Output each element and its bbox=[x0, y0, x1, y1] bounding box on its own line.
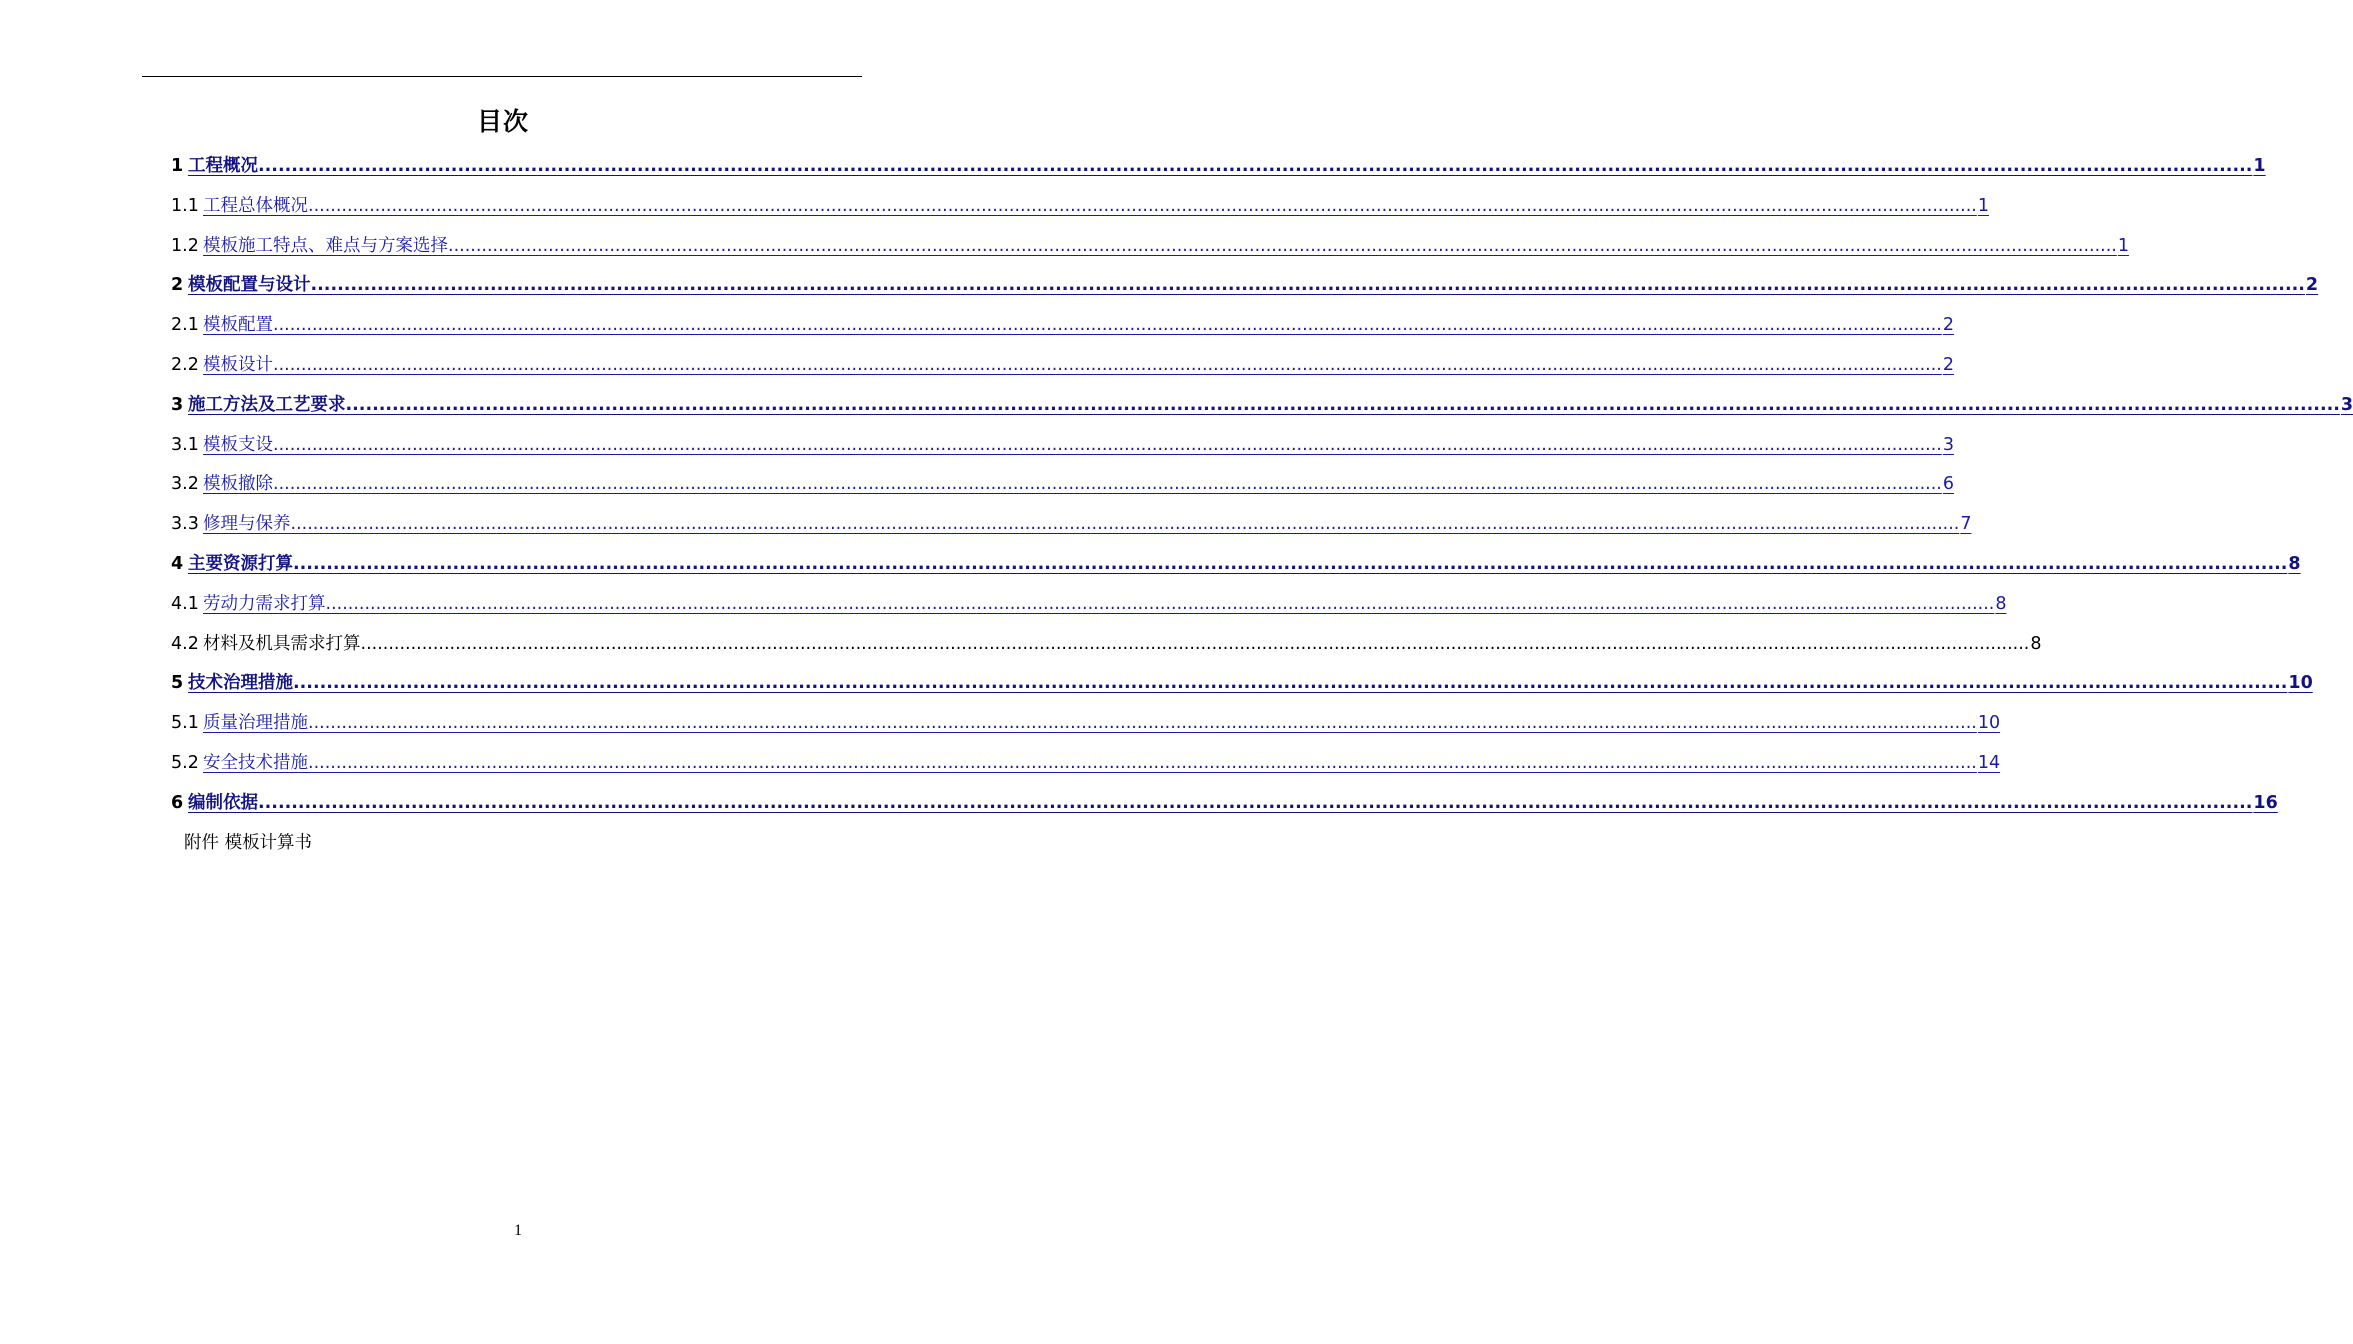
toc-entry-label: 工程概况 bbox=[188, 156, 258, 176]
toc-entry bbox=[171, 784, 2278, 824]
toc-entry-label: 施工方法及工艺要求 bbox=[188, 394, 346, 415]
toc-entry-page: 2 bbox=[1942, 315, 1954, 336]
toc-entry-label: 主要资源打算 bbox=[188, 553, 293, 574]
toc-leader-dots: ............................................................................................................................................................................................................................................................................................................ bbox=[273, 354, 1942, 375]
toc-entry bbox=[171, 585, 2007, 625]
toc-entry-page: 6 bbox=[1942, 474, 1954, 495]
toc-leader-dots: ............................................................................................................................................................................................................................................................................................................ bbox=[258, 156, 2253, 176]
toc-entry bbox=[171, 664, 2313, 704]
toc-entry-page: 7 bbox=[1960, 514, 1972, 535]
toc-entry-link[interactable] bbox=[203, 704, 2001, 744]
toc-entry bbox=[171, 625, 2042, 665]
toc-entry-link[interactable] bbox=[203, 585, 2007, 625]
toc-entry-number: 5.2 bbox=[171, 752, 199, 773]
toc-entry-page: 1 bbox=[2117, 235, 2129, 256]
toc-leader-dots: ............................................................................................................................................................................................................................................................................................................ bbox=[360, 633, 2030, 654]
toc-entry bbox=[171, 545, 2301, 585]
toc-entry-link[interactable] bbox=[203, 625, 2042, 665]
toc-entry-page: 3 bbox=[1942, 434, 1954, 455]
toc-entry-link[interactable] bbox=[188, 784, 2278, 824]
toc-entry bbox=[171, 187, 1989, 227]
toc-entry-label: 模板撤除 bbox=[203, 474, 273, 495]
toc-entry-link[interactable] bbox=[203, 744, 2001, 784]
toc-entry-link[interactable] bbox=[188, 545, 2301, 585]
toc-leader-dots: ............................................................................................................................................................................................................................................................................................................ bbox=[290, 514, 1960, 535]
toc-leader-dots: ............................................................................................................................................................................................................................................................................................................ bbox=[345, 394, 2340, 415]
toc-entry-label: 工程总体概况 bbox=[203, 195, 308, 216]
toc-entry-link[interactable] bbox=[203, 227, 2129, 267]
toc-entry-number: 1 bbox=[171, 156, 184, 176]
toc-leader-dots: ............................................................................................................................................................................................................................................................................................................ bbox=[293, 673, 2288, 694]
toc-leader-dots: ............................................................................................................................................................................................................................................................................................................ bbox=[310, 275, 2305, 296]
toc-entry-number: 3.2 bbox=[171, 474, 199, 495]
toc-leader-dots: ............................................................................................................................................................................................................................................................................................................ bbox=[258, 792, 2253, 813]
page-number: 1 bbox=[514, 1222, 522, 1239]
toc-entry-link[interactable] bbox=[188, 147, 2266, 187]
toc-entry-label: 模板配置 bbox=[203, 315, 273, 336]
toc-entry-page: 8 bbox=[2288, 553, 2301, 574]
toc-entry-page: 16 bbox=[2253, 792, 2278, 813]
toc-entry bbox=[171, 266, 2319, 306]
toc-entry-link[interactable] bbox=[203, 346, 1954, 386]
toc-entry-label: 编制依据 bbox=[188, 792, 258, 813]
toc-leader-dots: ............................................................................................................................................................................................................................................................................................................ bbox=[448, 235, 2117, 256]
toc-entry-number: 5.1 bbox=[171, 713, 199, 734]
toc-entry-number: 4 bbox=[171, 553, 184, 574]
toc-entry-label: 模板设计 bbox=[203, 354, 273, 375]
toc-entry bbox=[171, 346, 1954, 386]
appendix-line: 附件 模板计算书 bbox=[184, 833, 313, 853]
toc-entry-link[interactable] bbox=[188, 266, 2319, 306]
toc-leader-dots: ............................................................................................................................................................................................................................................................................................................ bbox=[293, 553, 2288, 574]
toc-entry bbox=[171, 306, 1954, 346]
toc-entry-page: 2 bbox=[1942, 354, 1954, 375]
toc-entry-page: 2 bbox=[2305, 275, 2319, 296]
toc-entry-number: 4.1 bbox=[171, 593, 199, 614]
toc-entry-number: 3.1 bbox=[171, 434, 199, 455]
toc-entry-page: 14 bbox=[1977, 752, 2001, 773]
toc-entry bbox=[171, 465, 1954, 505]
toc-entry-page: 8 bbox=[2030, 633, 2042, 654]
toc-entry-link[interactable] bbox=[188, 664, 2313, 704]
toc-entry-label: 模板施工特点、难点与方案选择 bbox=[203, 235, 448, 256]
table-of-contents bbox=[171, 147, 2353, 824]
toc-leader-dots: ............................................................................................................................................................................................................................................................................................................ bbox=[308, 713, 1977, 734]
header-rule bbox=[142, 76, 862, 77]
toc-entry-link[interactable] bbox=[203, 465, 1954, 505]
toc-entry bbox=[171, 227, 2129, 267]
toc-entry-link[interactable] bbox=[188, 386, 2353, 426]
toc-entry-label: 材料及机具需求打算 bbox=[203, 633, 361, 654]
toc-entry-link[interactable] bbox=[203, 306, 1954, 346]
toc-leader-dots: ............................................................................................................................................................................................................................................................................................................ bbox=[325, 593, 1995, 614]
toc-entry-number: 1.2 bbox=[171, 235, 199, 256]
toc-entry-number: 2 bbox=[171, 275, 184, 296]
toc-entry-label: 技术治理措施 bbox=[188, 673, 293, 694]
toc-entry-label: 模板支设 bbox=[203, 434, 273, 455]
toc-entry bbox=[171, 744, 2001, 784]
toc-entry-page: 1 bbox=[1977, 195, 1989, 216]
toc-entry-number: 2.2 bbox=[171, 354, 199, 375]
toc-entry bbox=[171, 426, 1954, 466]
toc-entry-number: 3 bbox=[171, 394, 184, 415]
toc-entry-label: 安全技术措施 bbox=[203, 752, 308, 773]
toc-leader-dots: ............................................................................................................................................................................................................................................................................................................ bbox=[273, 315, 1942, 336]
toc-entry-label: 修理与保养 bbox=[203, 514, 291, 535]
toc-entry-page: 1 bbox=[2253, 156, 2266, 176]
toc-entry bbox=[171, 386, 2353, 426]
toc-entry-page: 10 bbox=[2288, 673, 2313, 694]
toc-entry-label: 模板配置与设计 bbox=[188, 275, 311, 296]
toc-entry-number: 5 bbox=[171, 673, 184, 694]
toc-entry bbox=[171, 704, 2001, 744]
toc-entry-label: 质量治理措施 bbox=[203, 713, 308, 734]
toc-entry-number: 6 bbox=[171, 792, 184, 813]
toc-entry-link[interactable] bbox=[203, 187, 1989, 227]
toc-leader-dots: ............................................................................................................................................................................................................................................................................................................ bbox=[273, 474, 1942, 495]
toc-entry bbox=[171, 147, 2266, 187]
toc-entry-link[interactable] bbox=[203, 426, 1954, 466]
toc-entry-page: 3 bbox=[2340, 394, 2353, 415]
toc-entry-link[interactable] bbox=[203, 505, 1972, 545]
toc-entry-label: 劳动力需求打算 bbox=[203, 593, 326, 614]
toc-entry-number: 4.2 bbox=[171, 633, 199, 654]
toc-leader-dots: ............................................................................................................................................................................................................................................................................................................ bbox=[308, 752, 1977, 773]
toc-leader-dots: ............................................................................................................................................................................................................................................................................................................ bbox=[273, 434, 1942, 455]
toc-entry-page: 8 bbox=[1995, 593, 2007, 614]
toc-entry-number: 3.3 bbox=[171, 514, 199, 535]
toc-entry-page: 10 bbox=[1977, 713, 2001, 734]
toc-entry bbox=[171, 505, 1972, 545]
toc-title: 目次 bbox=[476, 107, 529, 136]
toc-entry-number: 1.1 bbox=[171, 195, 199, 216]
toc-leader-dots: ............................................................................................................................................................................................................................................................................................................ bbox=[308, 195, 1977, 216]
toc-entry-number: 2.1 bbox=[171, 315, 199, 336]
